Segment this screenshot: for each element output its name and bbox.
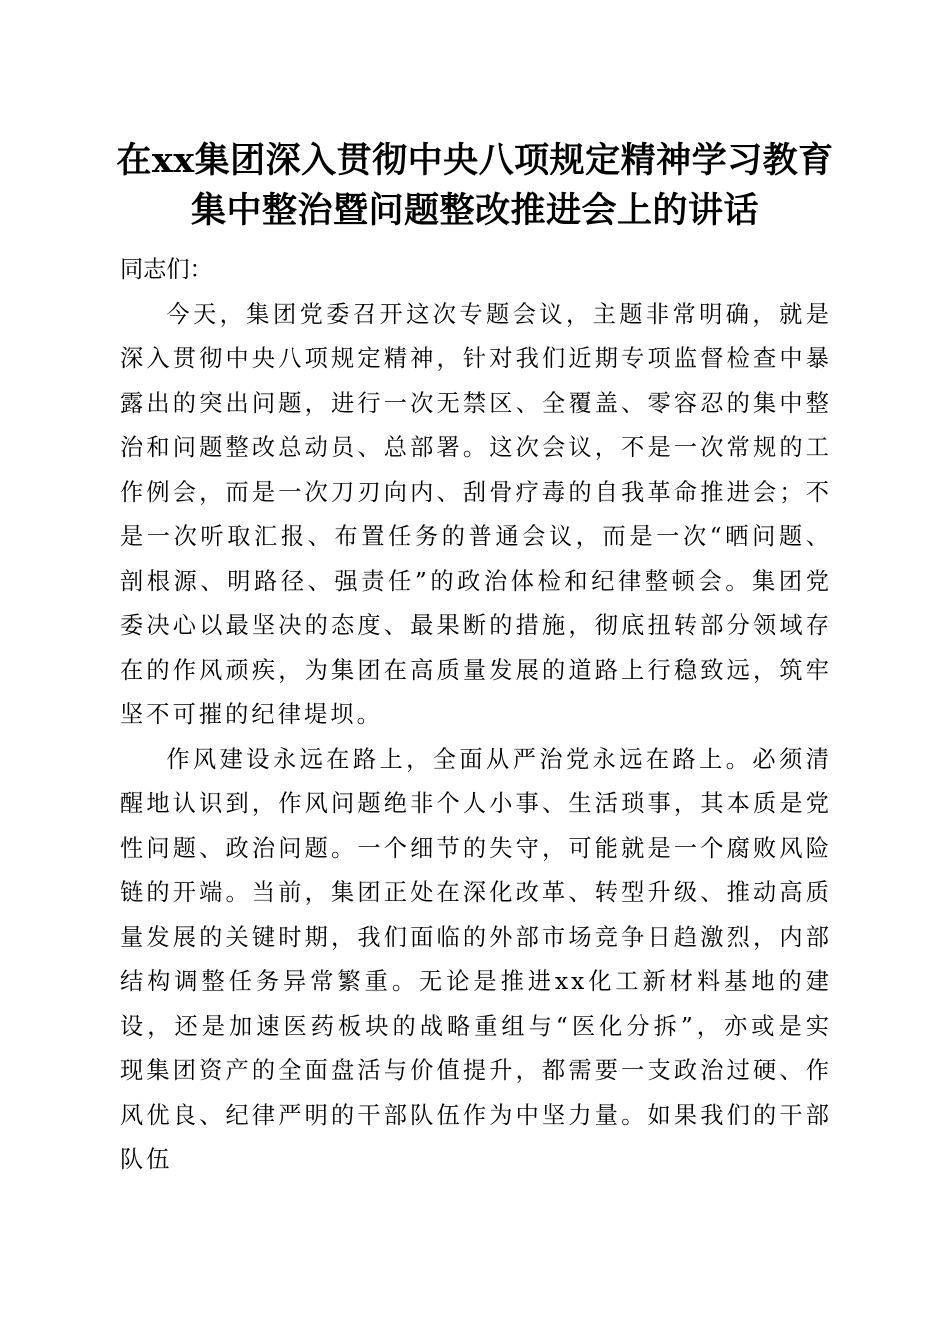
salutation: 同志们： xyxy=(120,256,213,283)
document-title: 在xx集团深入贯彻中央八项规定精神学习教育集中整治暨问题整改推进会上的讲话 xyxy=(116,140,834,231)
document-body xyxy=(120,248,832,1183)
paragraph-1: 今天，集团党委召开这次专题会议，主题非常明确，就是深入贯彻中央八项规定精神，针对我们近期专项监督检查中暴露出的突出问题，进行一次无禁区、全覆盖、零容忍的集中整治和问题整改总动员、总部署。这次会议，不是一次常规的工作例会，而是一次刀刃向内、刮骨疗毒的自我革命推进会；不是一次听取汇报、布置任务的普通会议，而是一次“晒问题、剖根源、明路径、强责任”的政治体检和纪律整顿会。集团党委决心以最坚决的态度、最果断的措施，彻底扭转部分领域存在的作风顽疾，为集团在高质量发展的道路上行稳致远，筑牢坚不可摧的纪律堤坝。 xyxy=(120,300,832,728)
paragraph-2: 作风建设永远在路上，全面从严治党永远在路上。必须清醒地认识到，作风问题绝非个人小事、生活琐事，其本质是党性问题、政治问题。一个细节的失守，可能就是一个腐败风险链的开端。当前，集团正处在深化改革、转型升级、推动高质量发展的关键时期，我们面临的外部市场竞争日趋激烈，内部结构调整任务异常繁重。无论是推进xx化工新材料基地的建设，还是加速医药板块的战略重组与“医化分拆”，亦或是实现集团资产的全面盘活与价值提升，都需要一支政治过硬、作风优良、纪律严明的干部队伍作为中坚力量。如果我们的干部队伍 xyxy=(120,745,832,1173)
